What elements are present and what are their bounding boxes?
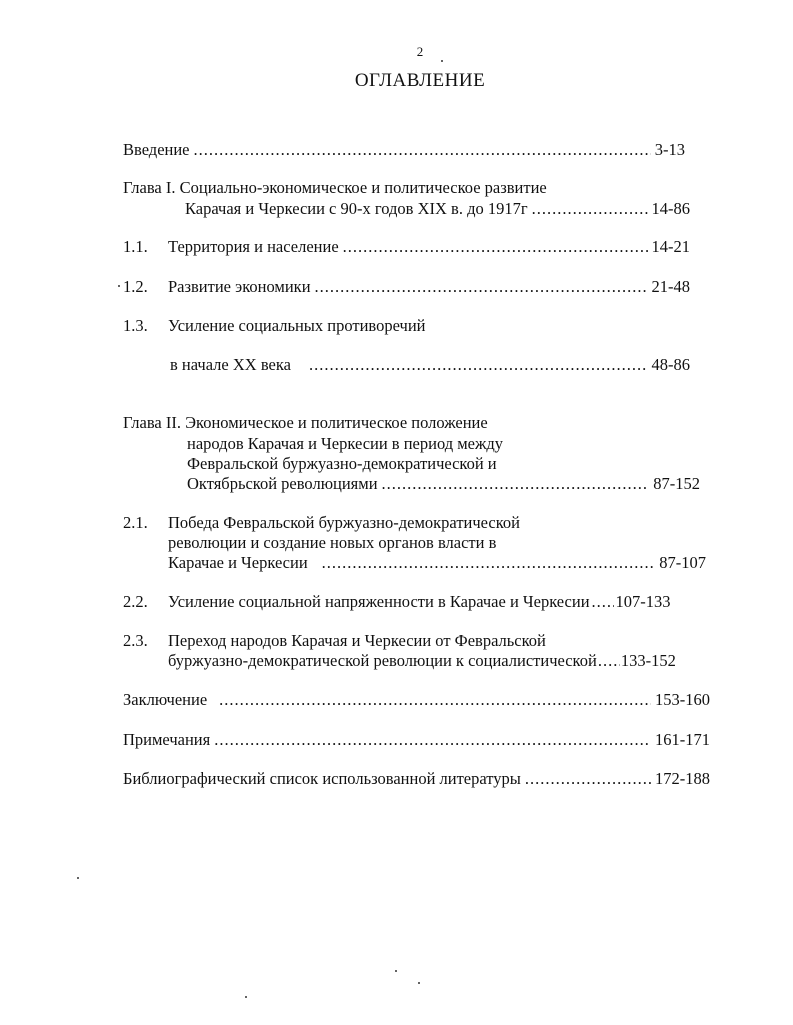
leader-dots: [214, 730, 651, 750]
section-2-1-title-line1: Победа Февральской буржуазно-демократической: [168, 513, 520, 532]
section-number: 2.3.: [123, 631, 148, 650]
toc-pages: 153-160: [655, 690, 710, 709]
scan-speck: [118, 285, 120, 287]
section-number: 2.2.: [123, 592, 148, 611]
chapter1-title-line2: Карачая и Черкесии с 90-х годов XIX в. до 1917г: [185, 199, 528, 218]
toc-entry-bibliography: [123, 769, 710, 789]
leader-dots: [598, 651, 620, 671]
leader-dots: [194, 140, 651, 160]
chapter2-title-line2: народов Карачая и Черкесии в период между: [187, 434, 504, 453]
leader-dots: [315, 277, 648, 297]
toc-pages: 48-86: [651, 355, 690, 374]
toc-entry-intro: [123, 140, 685, 160]
toc-pages: 87-152: [653, 474, 700, 493]
chapter2-title-line3: Февральской буржуазно-демократической и: [187, 454, 497, 473]
toc-pages: 14-21: [651, 237, 690, 256]
section-1-3-title-line1: Усиление социальных противоречий: [168, 316, 426, 335]
scan-speck: [245, 996, 247, 998]
toc-pages: 21-48: [651, 277, 690, 296]
toc-pages: 14-86: [651, 199, 690, 218]
scan-speck: [395, 970, 397, 972]
toc-entry-chapter1: [185, 199, 690, 219]
toc-label: Введение: [123, 140, 190, 159]
section-2-3-title-line2: буржуазно-демократической революции к социалистической: [168, 651, 597, 670]
toc-entry-chapter2: [187, 474, 700, 494]
section-number: 1.3.: [123, 316, 148, 335]
section-number: 1.1.: [123, 237, 148, 256]
toc-pages: 87-107: [659, 553, 706, 572]
page-title: ОГЛАВЛЕНИЕ: [354, 70, 486, 91]
leader-dots: [322, 553, 656, 573]
toc-entry-2-3: [168, 651, 712, 671]
chapter1-title-line1: Глава I. Социально-экономическое и политическое развитие: [123, 178, 547, 197]
toc-entry-2-2: [168, 592, 712, 612]
leader-dots: [309, 355, 648, 375]
toc-label: Усиление социальной напряженности в Карачае и Черкесии: [168, 592, 590, 611]
toc-entry-1-3: [170, 355, 690, 375]
chapter2-title-line4: Октябрьской революциями: [187, 474, 378, 493]
toc-entry-notes: [123, 730, 710, 750]
section-2-1-title-line3: Карачае и Черкесии: [168, 553, 308, 572]
toc-label: Примечания: [123, 730, 211, 749]
toc-label: Заключение: [123, 690, 208, 709]
toc-pages: 133-152: [620, 651, 676, 670]
toc-pages: 3-13: [654, 140, 685, 159]
toc-entry-2-1: [168, 553, 706, 573]
chapter2-title-line1: Глава II. Экономическое и политическое положение: [123, 413, 488, 432]
toc-label: Библиографический список использованной литературы: [123, 769, 521, 788]
toc-entry-1-1: [168, 237, 690, 257]
toc-label: Развитие экономики: [168, 277, 311, 296]
toc-entry-1-2: [168, 277, 690, 297]
toc-pages: 161-171: [655, 730, 710, 749]
leader-dots: [592, 592, 614, 612]
scan-speck: [418, 982, 420, 984]
section-2-1-title-line2: революции и создание новых органов власти в: [168, 533, 497, 552]
toc-label: Территория и население: [168, 237, 339, 256]
toc-entry-conclusion: [123, 690, 710, 710]
leader-dots: [219, 690, 651, 710]
toc-pages: 107-133: [615, 592, 671, 611]
scan-speck: [441, 60, 443, 62]
section-number: 2.1.: [123, 513, 148, 532]
section-number: 1.2.: [123, 277, 148, 296]
leader-dots: [532, 199, 648, 219]
toc-pages: 172-188: [655, 769, 710, 788]
section-1-3-title-line2: в начале XX века: [170, 355, 291, 374]
leader-dots: [343, 237, 648, 257]
leader-dots: [382, 474, 650, 494]
section-2-3-title-line1: Переход народов Карачая и Черкесии от Февральской: [168, 631, 546, 650]
scan-speck: [77, 877, 79, 879]
leader-dots: [525, 769, 651, 789]
page-number: 2: [416, 44, 424, 59]
